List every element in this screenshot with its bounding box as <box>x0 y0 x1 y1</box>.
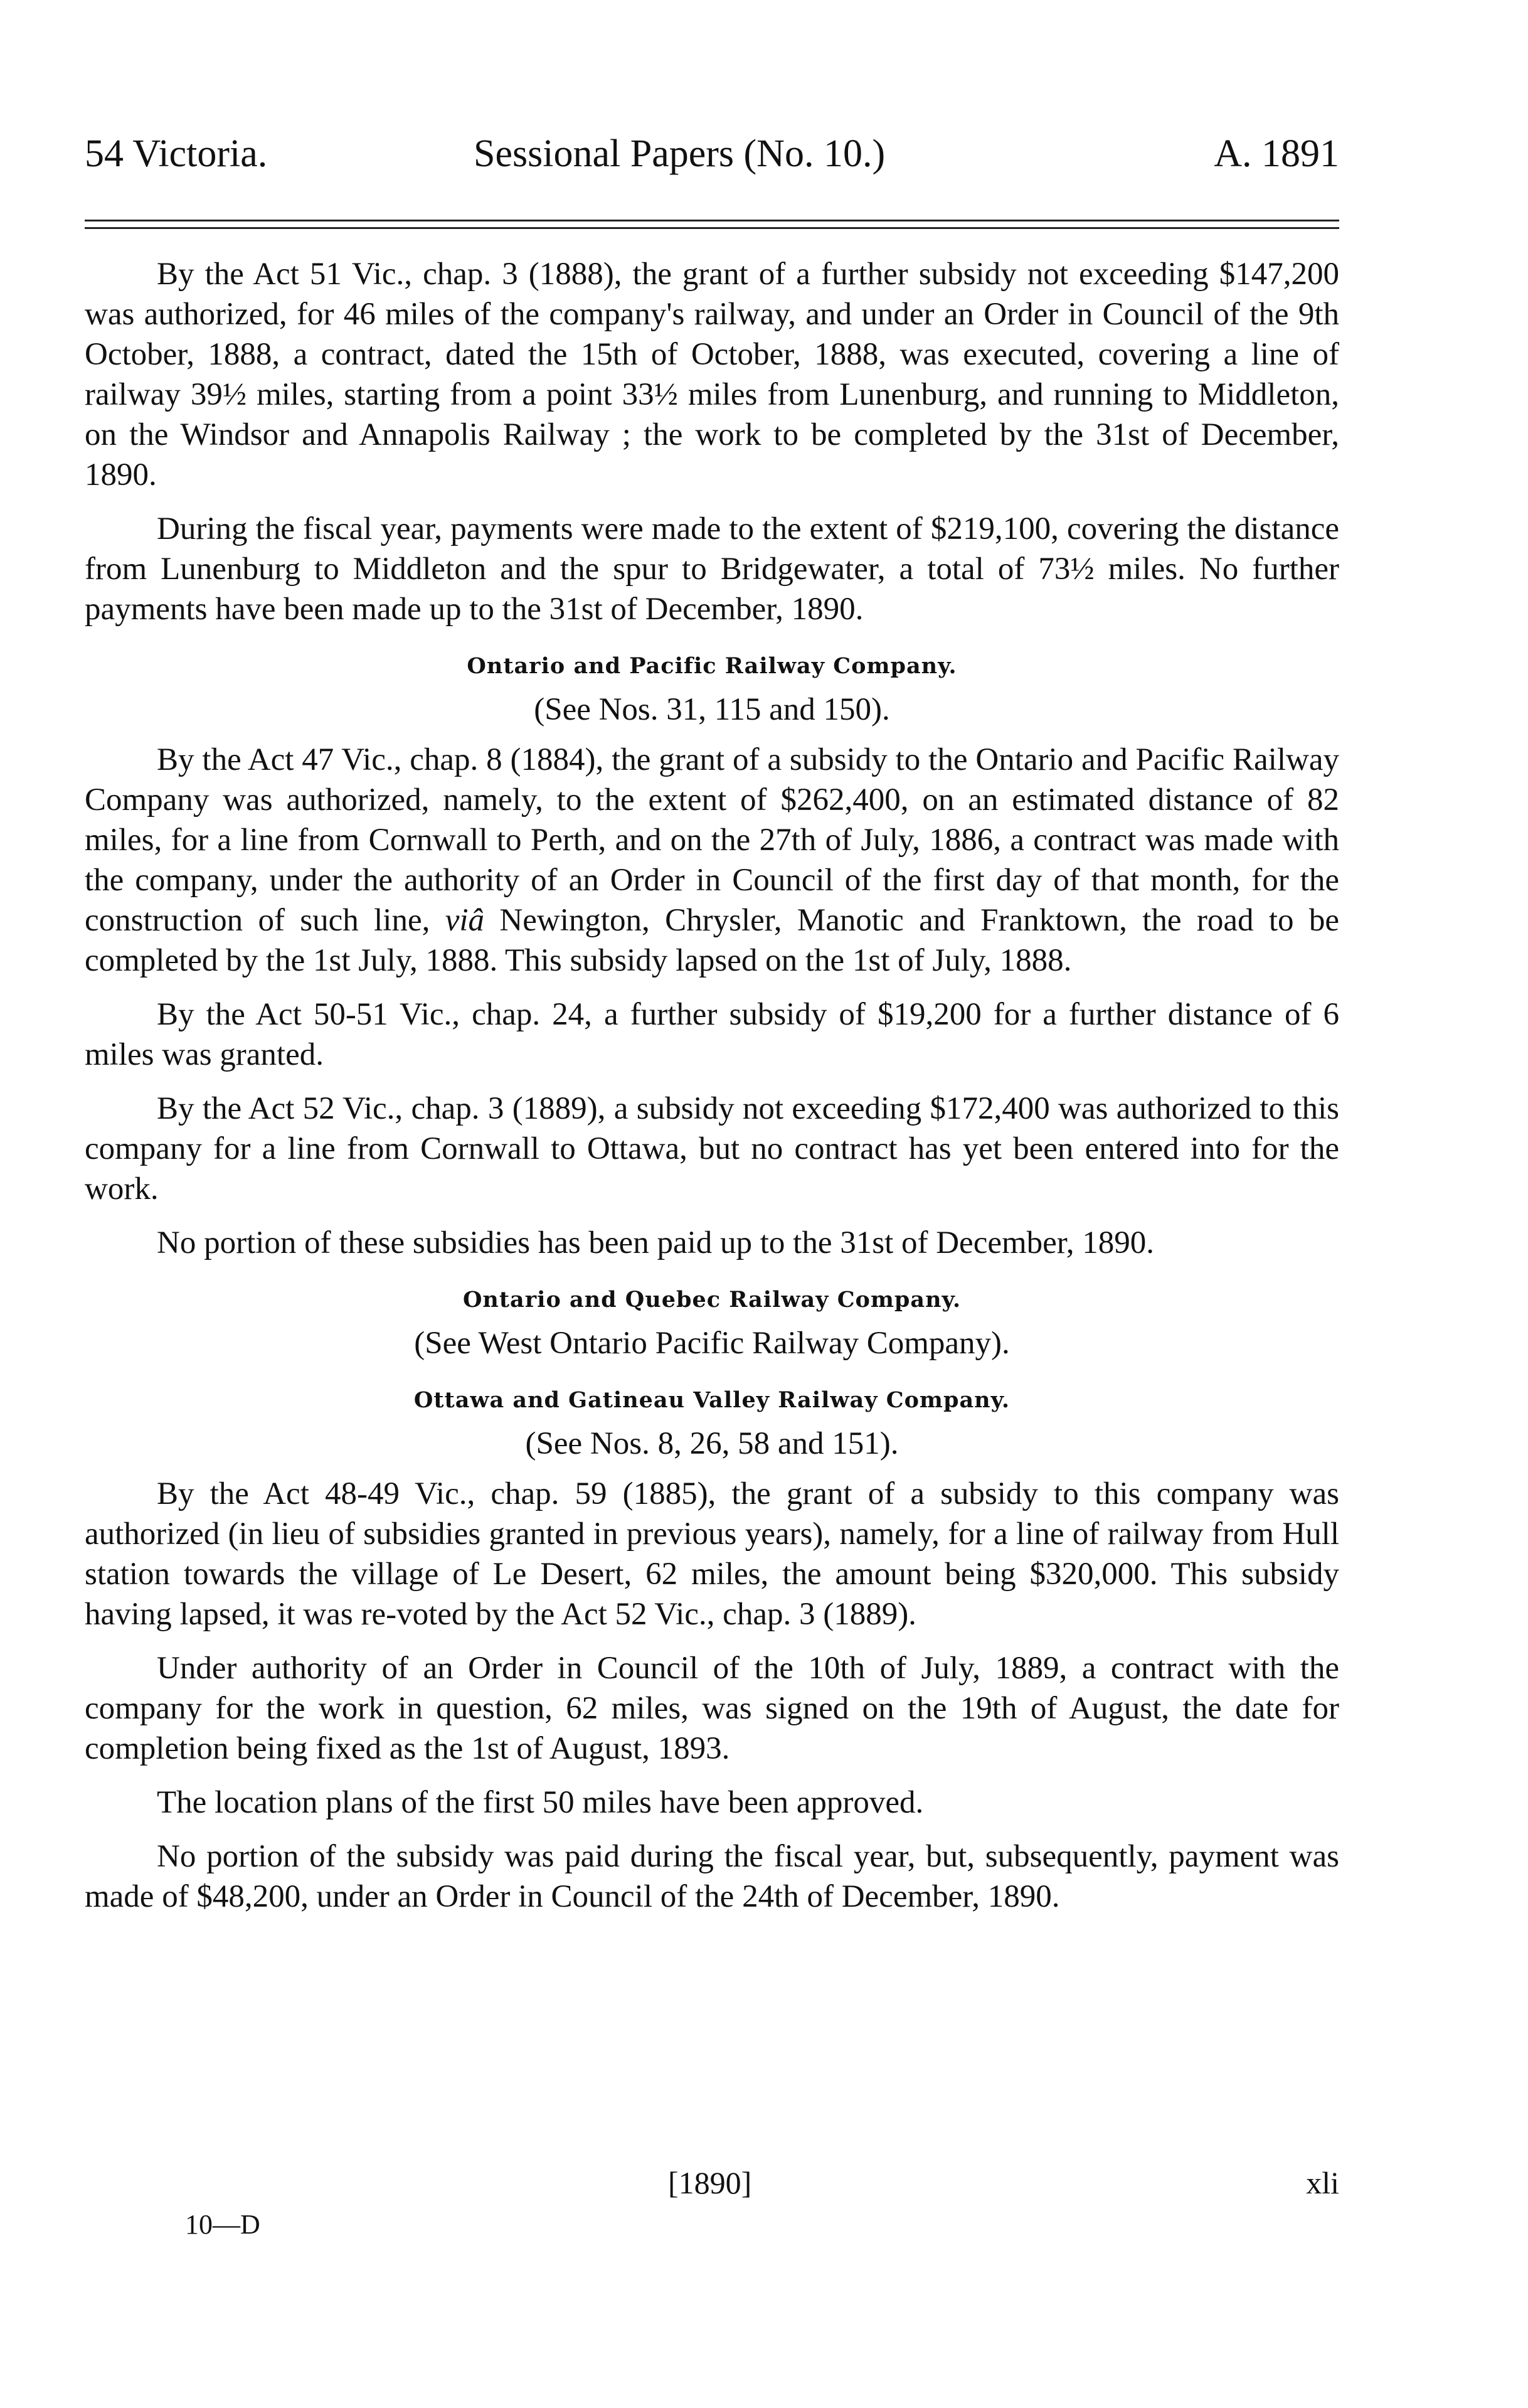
paragraph: By the Act 52 Vic., chap. 3 (1889), a subsidy not exceeding $172,400 was authorized to this company for a line from Cornwall to Ottawa, but no contract has yet been entered into for the work. <box>85 1091 1339 1207</box>
page-footer <box>85 2165 1339 2240</box>
paragraph-text: Newington, Chrysler, Manotic and Franktown, the road to be completed by the 1st July, 1888. This subsidy lapsed on the 1st of July, 1888. <box>85 903 1340 978</box>
paragraph: Under authority of an Order in Council of the 10th of July, 1889, a contract with the company for the work in question, 62 miles, was signed on the 19th of August, the date for completion being fixed as the 1st of August, 1893. <box>85 1651 1339 1766</box>
paragraph: No portion of these subsidies has been paid up to the 31st of December, 1890. <box>157 1225 1154 1260</box>
paragraph <box>85 740 1339 981</box>
header-volume: 54 Victoria. <box>85 132 268 175</box>
section-reference: (See Nos. 8, 26, 58 and 151). <box>525 1426 899 1461</box>
running-header <box>85 129 1339 179</box>
section-reference: (See Nos. 31, 115 and 150). <box>534 692 890 727</box>
section-heading: Ottawa and Gatineau Valley Railway Company. <box>413 1387 1011 1413</box>
header-title: Sessional Papers (No. 10.) <box>474 132 886 175</box>
paragraph: By the Act 51 Vic., chap. 3 (1888), the grant of a further subsidy not exceeding $147,200 was authorized, for 46 miles of the company's railway, and under an Order in Council of the 9th October, 1888, a contract, dated the 15th of October, 1888, was executed, covering a line of railway 39½ miles, starting from a point 33½ miles from Lunenburg, and running to Middleton, on the Windsor and Annapolis Railway ; the work to be completed by the 31st of December, 1890. <box>85 257 1339 493</box>
footer-year: [1890] <box>668 2165 752 2200</box>
paragraph: No portion of the subsidy was paid during the fiscal year, but, subsequently, payment was made of $48,200, under an Order in Council of the 24th of December, 1890. <box>85 1839 1339 1914</box>
paragraph: The location plans of the first 50 miles have been approved. <box>157 1785 924 1820</box>
paragraph: By the Act 50-51 Vic., chap. 24, a further subsidy of $19,200 for a further distance of 6 miles was granted. <box>85 997 1339 1072</box>
signature-mark: 10—D <box>185 2209 260 2240</box>
paragraph-text: By the Act 47 Vic., chap. 8 (1884), the grant of a subsidy to the Ontario and Pacific Railway Company was authorized, namely, to the extent of $262,400, on an estimated distance of 82 miles, for a line from Cornwall to Perth, and on the 27th of July, 1886, a contract was made with the company, under the authority of an Order in Council of the first day of that month, for the construction of such line, <box>85 742 1339 938</box>
paragraph: During the fiscal year, payments were made to the extent of $219,100, covering the distance from Lunenburg to Middleton and the spur to Bridgewater, a total of 73½ miles. No further payments have been made up to the 31st of December, 1890. <box>85 511 1339 627</box>
header-rule-bottom <box>85 227 1339 229</box>
page-number: xli <box>1306 2165 1339 2200</box>
italic-term: viâ <box>445 903 485 938</box>
header-year: A. 1891 <box>1214 132 1339 175</box>
section-reference: (See West Ontario Pacific Railway Company). <box>414 1326 1010 1361</box>
section-heading: Ontario and Pacific Railway Company. <box>467 653 957 679</box>
paragraph: By the Act 48-49 Vic., chap. 59 (1885), the grant of a subsidy to this company was authorized (in lieu of subsidies granted in previous years), namely, for a line of railway from Hull station towards the village of Le Desert, 62 miles, the amount being $320,000. This subsidy having lapsed, it was re-voted by the Act 52 Vic., chap. 3 (1889). <box>85 1476 1339 1632</box>
document-body <box>85 254 1339 1917</box>
header-rule-top <box>85 220 1339 221</box>
section-heading: Ontario and Quebec Railway Company. <box>462 1287 962 1313</box>
